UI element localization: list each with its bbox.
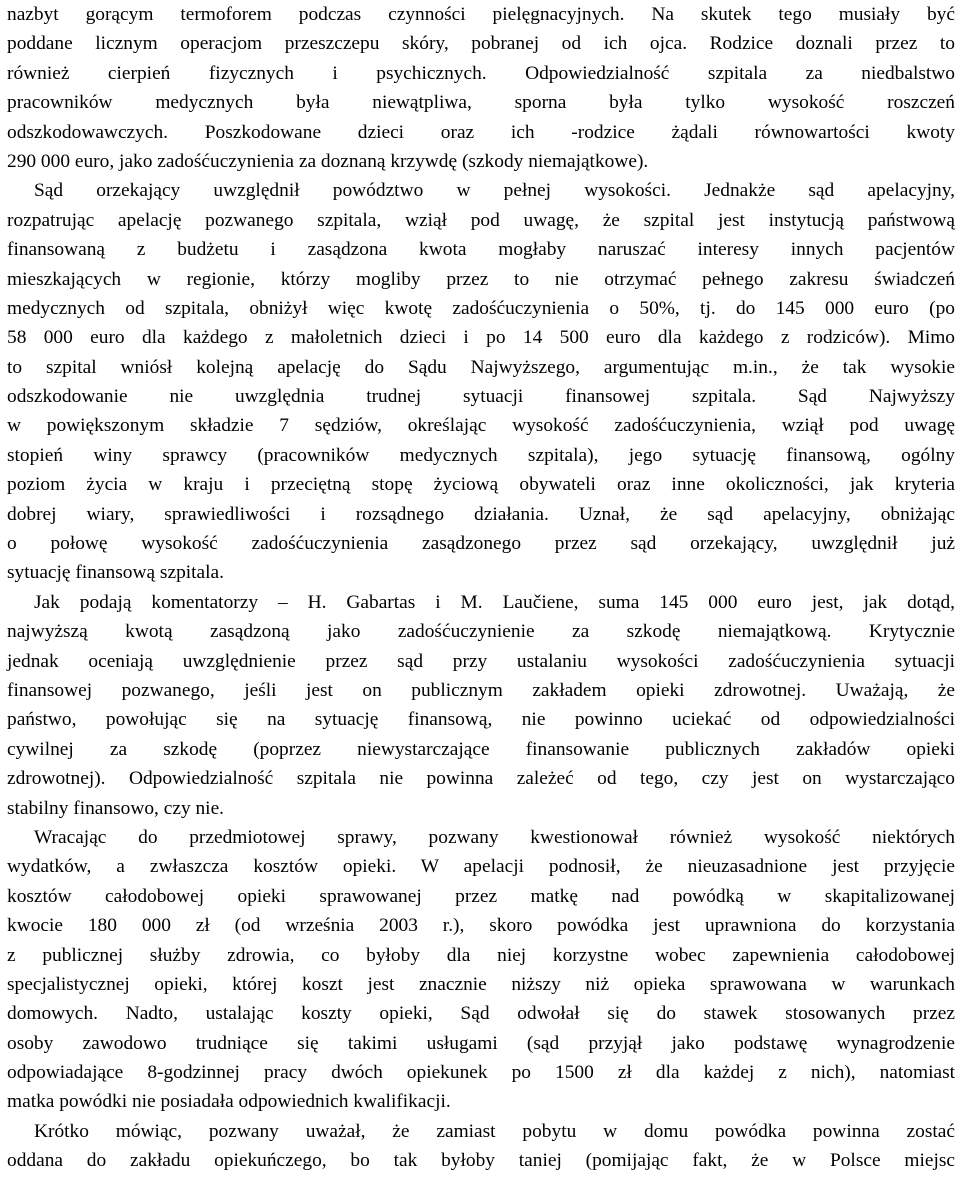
text-line: mieszkających w regionie, którzy mogliby przez to nie otrzymać pełnego zakresu świadczeń <box>7 268 955 290</box>
text-line: Wracając do przedmiotowej sprawy, pozwany kwestionował również wysokość niektórych <box>34 826 955 848</box>
text-line: kwocie 180 000 zł (od września 2003 r.), skoro powódka jest uprawniona do korzystania <box>7 915 955 937</box>
text-line: w powiększonym składzie 7 sędziów, określając wysokość zadośćuczynienia, wziął pod uwagę <box>7 415 955 437</box>
text-line: oddana do zakładu opiekuńczego, bo tak byłoby taniej (pomijając fakt, że w Polsce miejsc <box>7 1150 955 1172</box>
paragraph <box>7 823 955 1117</box>
text-line: stopień winy sprawcy (pracowników medycznych szpitala), jego sytuację finansową, ogólny <box>7 444 955 466</box>
text-line: odpowiadające 8-godzinnej pracy dwóch opiekunek po 1500 zł dla każdej z nich), natomiast <box>7 1062 955 1084</box>
text-line: finansowej pozwanego, jeśli jest on publicznym zakładem opieki zdrowotnej. Uważają, że <box>7 679 955 701</box>
text-line: poziom życia w kraju i przeciętną stopę życiową obywateli oraz inne okoliczności, jak kryteria <box>7 474 955 496</box>
text-line: kosztów całodobowej opieki sprawowanej przez matkę nad powódką w skapitalizowanej <box>7 885 955 907</box>
document-page <box>7 0 955 1176</box>
text-line: dobrej wiary, sprawiedliwości i rozsądnego działania. Uznał, że sąd apelacyjny, obniżając <box>7 503 955 525</box>
text-line: rozpatrując apelację pozwanego szpitala, wziął pod uwagę, że szpital jest instytucją państwową <box>7 209 955 231</box>
text-line: 290 000 euro, jako zadośćuczynienia za doznaną krzywdę (szkody niemajątkowe). <box>7 150 649 172</box>
text-line: to szpital wniósł kolejną apelację do Sądu Najwyższego, argumentując m.in., że tak wysokie <box>7 356 955 378</box>
text-line: państwo, powołując się na sytuację finansową, nie powinno uciekać od odpowiedzialności <box>7 709 955 731</box>
text-line: poddane licznym operacjom przeszczepu skóry, pobranej od ich ojca. Rodzice doznali przez to <box>7 33 955 55</box>
paragraph <box>7 176 955 587</box>
paragraph <box>7 1117 955 1176</box>
text-line: z publicznej służby zdrowia, co byłoby dla niej korzystne wobec zapewnienia całodobowej <box>7 944 955 966</box>
paragraph <box>7 0 955 176</box>
text-line: odszkodowanie nie uwzględnia trudnej sytuacji finansowej szpitala. Sąd Najwyższy <box>7 386 955 408</box>
text-line: matka powódki nie posiadała odpowiednich kwalifikacji. <box>7 1091 451 1113</box>
paragraph <box>7 588 955 823</box>
text-line: Krótko mówiąc, pozwany uważał, że zamiast pobytu w domu powódka powinna zostać <box>34 1120 955 1142</box>
text-line: osoby zawodowo trudniące się takimi usługami (sąd przyjął jako podstawę wynagrodzenie <box>7 1032 955 1054</box>
text-line: jednak oceniają uwzględnienie przez sąd przy ustalaniu wysokości zadośćuczynienia sytuacji <box>7 650 955 672</box>
text-line: o połowę wysokość zadośćuczynienia zasądzonego przez sąd orzekający, uwzględnił już <box>7 533 955 555</box>
text-line: nazbyt gorącym termoforem podczas czynności pielęgnacyjnych. Na skutek tego musiały być <box>7 4 955 25</box>
text-line: odszkodowawczych. Poszkodowane dzieci oraz ich -rodzice żądali równowartości kwoty <box>7 121 955 143</box>
text-line: finansowaną z budżetu i zasądzona kwota mogłaby naruszać interesy innych pacjentów <box>7 239 955 261</box>
text-line: sytuację finansową szpitala. <box>7 562 224 584</box>
text-line: medycznych od szpitala, obniżył więc kwotę zadośćuczynienia o 50%, tj. do 145 000 euro (po <box>7 297 955 319</box>
text-line: domowych. Nadto, ustalając koszty opieki, Sąd odwołał się do stawek stosowanych przez <box>7 1003 955 1025</box>
text-line: najwyższą kwotą zasądzoną jako zadośćuczynienie za szkodę niemajątkową. Krytycznie <box>7 621 955 643</box>
text-line: wydatków, a zwłaszcza kosztów opieki. W apelacji podnosił, że nieuzasadnione jest przyjęcie <box>7 856 955 878</box>
text-line: również cierpień fizycznych i psychicznych. Odpowiedzialność szpitala za niedbalstwo <box>7 62 955 84</box>
text-line: stabilny finansowo, czy nie. <box>7 797 225 819</box>
text-line: Sąd orzekający uwzględnił powództwo w pełnej wysokości. Jednakże sąd apelacyjny, <box>34 180 955 202</box>
text-line: Jak podają komentatorzy – H. Gabartas i M. Laučiene, suma 145 000 euro jest, jak dotąd, <box>34 591 955 613</box>
text-line: zdrowotnej). Odpowiedzialność szpitala nie powinna zależeć od tego, czy jest on wystarczająco <box>7 768 955 790</box>
text-line: 58 000 euro dla każdego z małoletnich dzieci i po 14 500 euro dla każdego z rodziców). Mimo <box>7 327 955 349</box>
text-line: cywilnej za szkodę (poprzez niewystarczające finansowanie publicznych zakładów opieki <box>7 738 955 760</box>
text-line: specjalistycznej opieki, której koszt jest znacznie niższy niż opieka sprawowana w warunkach <box>7 973 955 995</box>
text-line: pracowników medycznych była niewątpliwa, sporna była tylko wysokość roszczeń <box>7 92 955 114</box>
